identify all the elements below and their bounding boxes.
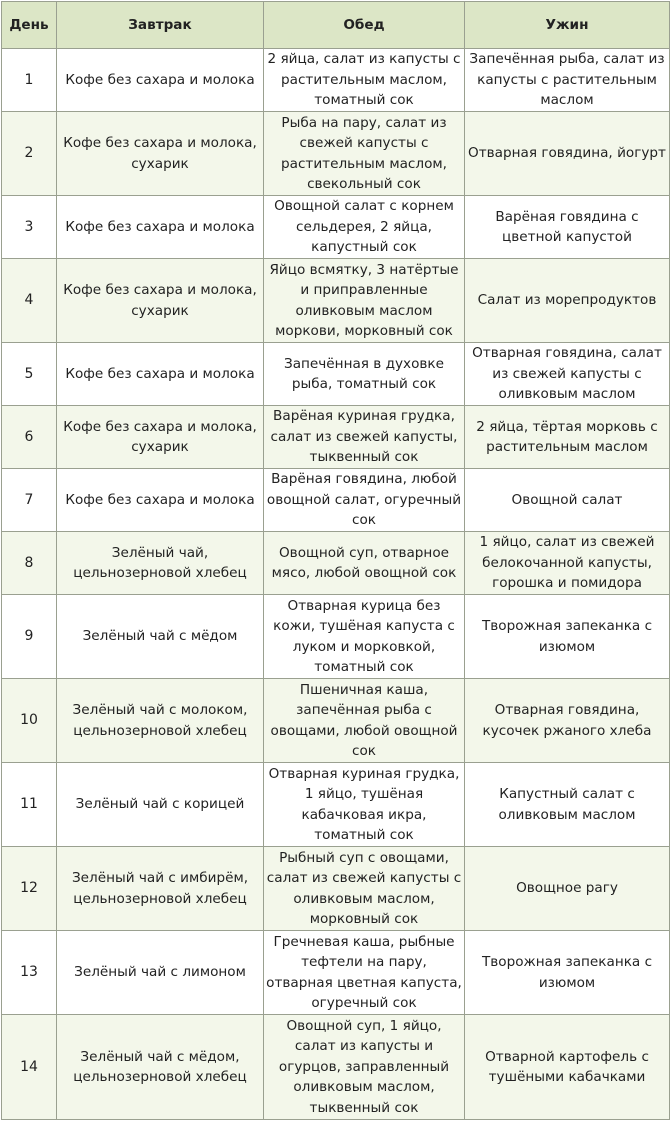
lunch-cell: Яйцо всмятку, 3 натёртые и приправленные оливковым маслом моркови, морковный сок	[264, 259, 465, 343]
lunch-cell: Варёная куриная грудка, салат из свежей капусты, тыквенный сок	[264, 406, 465, 469]
dinner-cell: 2 яйца, тёртая морковь с растительным маслом	[465, 406, 670, 469]
day-cell: 11	[2, 763, 57, 847]
breakfast-cell: Зелёный чай с мёдом	[57, 595, 264, 679]
table-row	[2, 259, 670, 343]
diet-table	[1, 1, 670, 1120]
table-row	[2, 763, 670, 847]
dinner-cell: Запечённая рыба, салат из капусты с растительным маслом	[465, 49, 670, 112]
dinner-cell: Овощной салат	[465, 469, 670, 532]
dinner-cell: Отварной картофель с тушёными кабачками	[465, 1015, 670, 1120]
breakfast-cell: Зелёный чай, цельнозерновой хлебец	[57, 532, 264, 595]
dinner-cell: Творожная запеканка с изюмом	[465, 595, 670, 679]
lunch-cell: Отварная куриная грудка, 1 яйцо, тушёная кабачковая икра, томатный сок	[264, 763, 465, 847]
table-row	[2, 595, 670, 679]
dinner-cell: Отварная говядина, йогурт	[465, 112, 670, 196]
dinner-cell: Отварная говядина, салат из свежей капусты с оливковым маслом	[465, 343, 670, 406]
table-row	[2, 112, 670, 196]
day-cell: 13	[2, 931, 57, 1015]
day-cell: 1	[2, 49, 57, 112]
header-row	[2, 2, 670, 49]
table-row	[2, 469, 670, 532]
dinner-cell: Салат из морепродуктов	[465, 259, 670, 343]
breakfast-cell: Кофе без сахара и молока, сухарик	[57, 112, 264, 196]
header-lunch: Обед	[264, 2, 465, 49]
dinner-cell: Варёная говядина с цветной капустой	[465, 196, 670, 259]
table-body	[2, 49, 670, 1120]
lunch-cell: Овощной суп, отварное мясо, любой овощной сок	[264, 532, 465, 595]
table-row	[2, 679, 670, 763]
day-cell: 8	[2, 532, 57, 595]
lunch-cell: Гречневая каша, рыбные тефтели на пару, отварная цветная капуста, огуречный сок	[264, 931, 465, 1015]
table-row	[2, 847, 670, 931]
dinner-cell: Капустный салат с оливковым маслом	[465, 763, 670, 847]
dinner-cell: 1 яйцо, салат из свежей белокочанной капусты, горошка и помидора	[465, 532, 670, 595]
lunch-cell: Овощной салат с корнем сельдерея, 2 яйца, капустный сок	[264, 196, 465, 259]
day-cell: 12	[2, 847, 57, 931]
day-cell: 10	[2, 679, 57, 763]
breakfast-cell: Зелёный чай с лимоном	[57, 931, 264, 1015]
lunch-cell: Овощной суп, 1 яйцо, салат из капусты и огурцов, заправленный оливковым маслом, тыквенный сок	[264, 1015, 465, 1120]
lunch-cell: Отварная курица без кожи, тушёная капуста с луком и морковкой, томатный сок	[264, 595, 465, 679]
header-breakfast: Завтрак	[57, 2, 264, 49]
breakfast-cell: Зелёный чай с корицей	[57, 763, 264, 847]
table-row	[2, 1015, 670, 1120]
lunch-cell: Рыба на пару, салат из свежей капусты с растительным маслом, свекольный сок	[264, 112, 465, 196]
breakfast-cell: Кофе без сахара и молока	[57, 343, 264, 406]
breakfast-cell: Кофе без сахара и молока	[57, 196, 264, 259]
table-row	[2, 49, 670, 112]
breakfast-cell: Зелёный чай с имбирём, цельнозерновой хлебец	[57, 847, 264, 931]
day-cell: 5	[2, 343, 57, 406]
day-cell: 9	[2, 595, 57, 679]
table-row	[2, 406, 670, 469]
lunch-cell: 2 яйца, салат из капусты с растительным маслом, томатный сок	[264, 49, 465, 112]
breakfast-cell: Зелёный чай с мёдом, цельнозерновой хлебец	[57, 1015, 264, 1120]
breakfast-cell: Кофе без сахара и молока	[57, 469, 264, 532]
breakfast-cell: Кофе без сахара и молока, сухарик	[57, 406, 264, 469]
table-row	[2, 343, 670, 406]
table-row	[2, 532, 670, 595]
dinner-cell: Творожная запеканка с изюмом	[465, 931, 670, 1015]
day-cell: 14	[2, 1015, 57, 1120]
day-cell: 7	[2, 469, 57, 532]
header-dinner: Ужин	[465, 2, 670, 49]
lunch-cell: Рыбный суп с овощами, салат из свежей капусты с оливковым маслом, морковный сок	[264, 847, 465, 931]
dinner-cell: Овощное рагу	[465, 847, 670, 931]
dinner-cell: Отварная говядина, кусочек ржаного хлеба	[465, 679, 670, 763]
lunch-cell: Пшеничная каша, запечённая рыба с овощами, любой овощной сок	[264, 679, 465, 763]
lunch-cell: Запечённая в духовке рыба, томатный сок	[264, 343, 465, 406]
header-day: День	[2, 2, 57, 49]
day-cell: 3	[2, 196, 57, 259]
breakfast-cell: Зелёный чай с молоком, цельнозерновой хлебец	[57, 679, 264, 763]
table-row	[2, 931, 670, 1015]
day-cell: 4	[2, 259, 57, 343]
lunch-cell: Варёная говядина, любой овощной салат, огуречный сок	[264, 469, 465, 532]
breakfast-cell: Кофе без сахара и молока, сухарик	[57, 259, 264, 343]
breakfast-cell: Кофе без сахара и молока	[57, 49, 264, 112]
table-row	[2, 196, 670, 259]
day-cell: 2	[2, 112, 57, 196]
day-cell: 6	[2, 406, 57, 469]
